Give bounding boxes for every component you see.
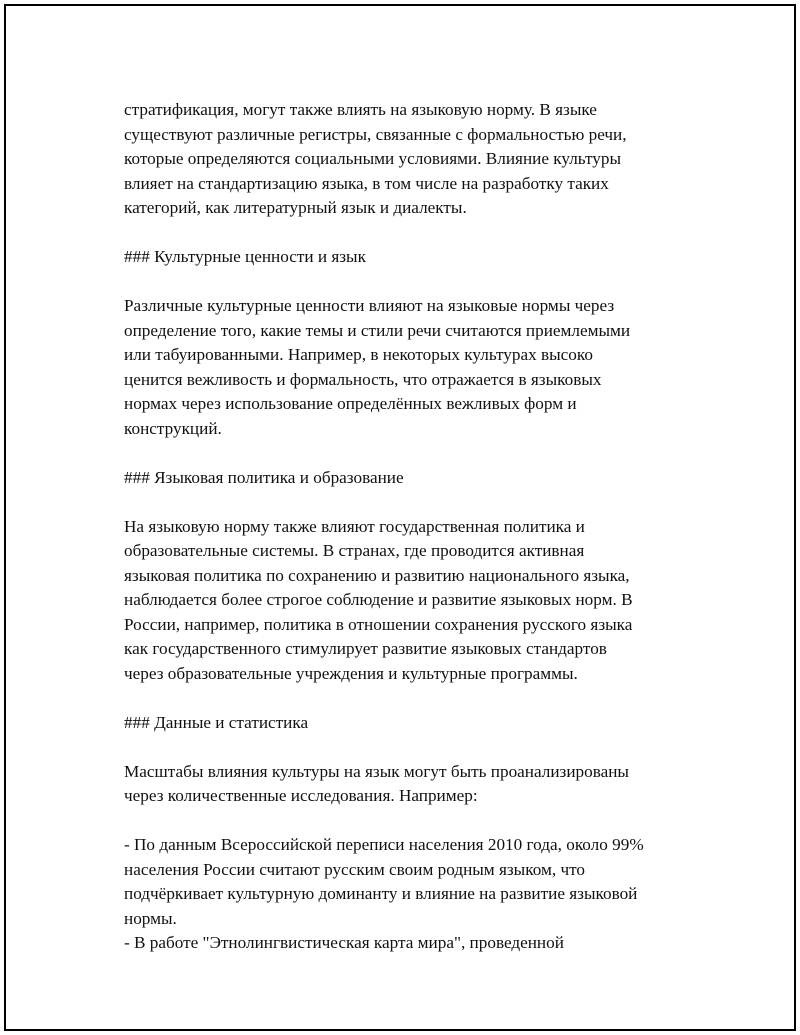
paragraph-line: через количественные исследования. Например:	[124, 786, 478, 805]
block-spacer	[124, 735, 724, 760]
section-heading	[124, 711, 724, 736]
block-spacer	[124, 270, 724, 295]
paragraph-line: влияет на стандартизацию языка, в том числе на разработку таких	[124, 173, 609, 193]
document-body	[124, 98, 724, 956]
paragraph	[124, 515, 724, 687]
block-spacer	[124, 809, 724, 834]
paragraph-line: стратификация, могут также влиять на языковую норму. В языке	[124, 100, 597, 119]
paragraph-line: как государственного стимулирует развитие языковых стандартов	[124, 639, 607, 658]
paragraph-line: через образовательные учреждения и культурные программы.	[124, 663, 578, 683]
paragraph-line: образовательные системы. В странах, где проводится активная	[124, 541, 585, 560]
paragraph-line: категорий, как литературный язык и диалекты.	[124, 198, 467, 217]
paragraph-line: языковая политика по сохранению и развитию национального языка,	[124, 565, 630, 585]
paragraph-line: определение того, какие темы и стили речи считаются приемлемыми	[124, 320, 631, 340]
paragraph-line: ценится вежливость и формальность, что отражается в языковых	[124, 369, 602, 389]
paragraph-line: Масштабы влияния культуры на язык могут быть проанализированы	[124, 761, 629, 781]
paragraph	[124, 294, 724, 441]
list-line: - В работе "Этнолингвистическая карта мира", проведенной	[124, 933, 564, 952]
paragraph-line: нормах через использование определённых вежливых форм и	[124, 394, 577, 413]
block-spacer	[124, 441, 724, 466]
section-heading	[124, 466, 724, 491]
block-spacer	[124, 686, 724, 711]
list-line: нормы.	[124, 908, 177, 928]
paragraph-line: или табуированными. Например, в некоторых культурах высоко	[124, 345, 593, 364]
paragraph	[124, 760, 724, 809]
heading-text: ### Культурные ценности и язык	[124, 247, 366, 266]
paragraph-line: Различные культурные ценности влияют на языковые нормы через	[124, 296, 615, 315]
paragraph-line: На языковую норму также влияют государственная политика и	[124, 516, 585, 536]
list-line: - По данным Всероссийской переписи населения 2010 года, около 99%	[124, 835, 644, 854]
page	[4, 4, 796, 1031]
paragraph-line: конструкций.	[124, 418, 222, 438]
paragraph-line: наблюдается более строгое соблюдение и развитие языковых норм. В	[124, 590, 633, 609]
section-heading	[124, 245, 724, 270]
block-spacer	[124, 221, 724, 246]
paragraph	[124, 98, 724, 221]
paragraph-line: которые определяются социальными условиями. Влияние культуры	[124, 149, 621, 168]
bullet-list	[124, 833, 724, 956]
list-line: подчёркивает культурную доминанту и влияние на развитие языковой	[124, 884, 638, 903]
block-spacer	[124, 490, 724, 515]
list-line: населения России считают русским своим родным языком, что	[124, 859, 585, 879]
paragraph-line: России, например, политика в отношении сохранения русского языка	[124, 614, 633, 634]
heading-text: ### Языковая политика и образование	[124, 467, 404, 487]
heading-text: ### Данные и статистика	[124, 712, 309, 732]
paragraph-line: существуют различные регистры, связанные с формальностью речи,	[124, 124, 627, 144]
